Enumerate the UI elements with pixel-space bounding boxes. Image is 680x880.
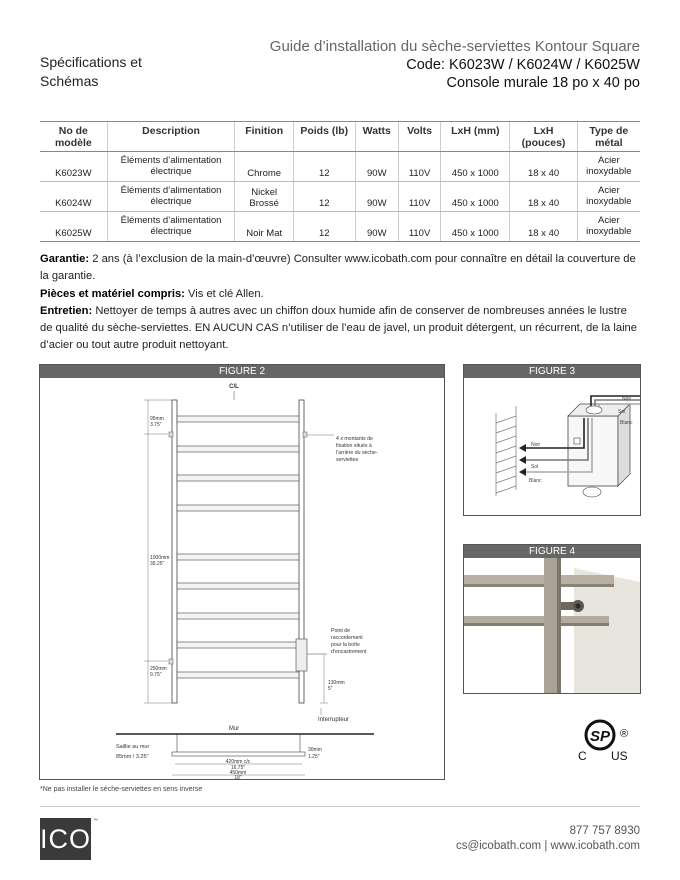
table-cell: 110V — [398, 152, 440, 182]
towel-bar — [177, 672, 299, 678]
figure-3 — [463, 364, 641, 516]
junction-box — [296, 639, 307, 671]
dim-height-inch: 39.25" — [150, 561, 165, 567]
registered-mark: ® — [620, 728, 629, 740]
figure-2-drawing — [40, 378, 444, 779]
arrow — [519, 456, 526, 464]
towel-bar — [177, 505, 299, 511]
table-cell: K6024W — [40, 182, 107, 212]
column-header: No de modèle — [40, 122, 107, 152]
left-rail — [172, 400, 177, 703]
towel-bar — [177, 613, 299, 619]
model-codes: Code: K6023W / K6024W / K6025W — [406, 57, 640, 73]
note-mounts-line: 4 x montants de — [336, 436, 373, 442]
dim-width-inch: 18" — [234, 775, 242, 779]
warranty-text: 2 ans (à l’exclusion de la main-d’œuvre) Consulter www.icobath.com pour connaître en détail la couverture de la garantie. — [40, 253, 636, 282]
knockout-top — [586, 406, 602, 414]
table-cell: Acier inoxydable — [577, 182, 640, 212]
dim-top-label: 95mm — [150, 416, 164, 422]
switch-label: Interrupteur — [318, 717, 350, 723]
dim-box-label: 130mm — [328, 680, 345, 686]
table-cell: Noir Mat — [235, 212, 293, 242]
dim-box-inch: 5" — [328, 686, 333, 692]
table-cell: 450 x 1000 — [441, 152, 510, 182]
figure-4-photo — [464, 558, 640, 693]
parts-label: Pièces et matériel compris: — [40, 288, 185, 300]
mount-bracket — [169, 432, 173, 437]
arrow — [519, 468, 526, 476]
table-cell: 90W — [355, 182, 398, 212]
photo-rail-shadow — [557, 558, 561, 693]
column-header: Volts — [398, 122, 440, 152]
table-cell: 18 x 40 — [510, 212, 577, 242]
specifications-table — [40, 121, 640, 242]
photo-connector-center — [576, 604, 581, 609]
note-mounts-line: fixation situés à — [336, 443, 372, 449]
table-cell: 110V — [398, 182, 440, 212]
towel-bar — [177, 446, 299, 452]
figure-4 — [463, 544, 641, 694]
towel-bars — [177, 416, 299, 678]
dim-cc-label: 420mm c/c — [225, 759, 251, 765]
photo-bracket — [561, 602, 573, 610]
towel-bar — [177, 583, 299, 589]
care-text: Nettoyer de temps à autres avec un chiffon doux humide afin de conserver de nombreuses années le lustre de qualité du sèche-serviettes. EN AUCUN CAS n’utiliser de l’eau de javel, un produit détergent, un récurrent, de la laine d’acier ou tout autre produit nettoyant. — [40, 305, 637, 351]
care-paragraph — [40, 303, 640, 354]
table-cell: Éléments d’alimentation électrique — [107, 152, 235, 182]
wall-label: Mur — [228, 726, 240, 732]
dim-side-label: 30mm — [308, 747, 322, 753]
note-mounts-line: serviettes — [336, 457, 359, 463]
wire-label-black: Noir — [531, 442, 541, 448]
ico-logo: ICO — [40, 818, 91, 860]
column-header: Description — [107, 122, 235, 152]
table-cell: 18 x 40 — [510, 182, 577, 212]
document-header — [270, 38, 640, 92]
table-cell: 450 x 1000 — [441, 212, 510, 242]
towel-bar — [177, 416, 299, 422]
table-header-row — [40, 122, 640, 152]
wire-label-ground: Sol — [618, 409, 626, 415]
electrical-box — [568, 416, 618, 486]
table-cell: 90W — [355, 212, 398, 242]
column-header: LxH (mm) — [441, 122, 510, 152]
box-side — [618, 404, 630, 486]
footer-contact — [456, 824, 640, 854]
parts-paragraph — [40, 286, 640, 303]
note-connection-line: pour la boîte — [331, 642, 360, 648]
figure-4-title: FIGURE 4 — [464, 545, 640, 558]
centerline-label: C/L — [229, 384, 239, 390]
table-cell: 18 x 40 — [510, 152, 577, 182]
column-header: LxH (pouces) — [510, 122, 577, 152]
csa-c-label: C — [578, 749, 587, 763]
footnote: *Ne pas installer le sèche-serviettes en sens inverse — [40, 786, 203, 793]
wire-label-black: Noir — [622, 396, 632, 402]
wire-label-white: Blanc — [529, 478, 542, 484]
dim-top-inch: 3.75" — [150, 422, 162, 428]
column-header: Poids (lb) — [293, 122, 355, 152]
towel-bar — [177, 554, 299, 560]
csa-mark: SP — [589, 728, 611, 745]
table-cell: Acier inoxydable — [577, 152, 640, 182]
footer-divider — [40, 806, 640, 807]
csa-us-label: US — [611, 749, 628, 763]
wire-label-white: Blanc — [620, 420, 633, 426]
table-row — [40, 212, 640, 242]
photo-bar-shadow — [464, 623, 609, 626]
top-view-bar — [172, 752, 305, 756]
guide-title: Guide d’installation du sèche-serviettes Kontour Square — [269, 38, 640, 55]
dim-cc-inch: 16.75" — [230, 765, 246, 771]
warranty-paragraph — [40, 251, 640, 285]
note-connection-line: d’encastrement — [331, 649, 367, 655]
table-cell: Éléments d’alimentation électrique — [107, 182, 235, 212]
dim-height-label: 1000mm — [150, 555, 170, 561]
photo-bar-shadow — [464, 584, 614, 587]
table-cell: Acier inoxydable — [577, 212, 640, 242]
figure-3-title: FIGURE 3 — [464, 365, 640, 378]
table-cell: 110V — [398, 212, 440, 242]
photo-bar — [464, 575, 614, 585]
csa-certification-icon — [571, 715, 643, 763]
note-connection-line: Point de — [331, 628, 351, 634]
column-header: Watts — [355, 122, 398, 152]
product-subtitle: Console murale 18 po x 40 po — [446, 75, 640, 91]
table-row — [40, 152, 640, 182]
table-cell: K6025W — [40, 212, 107, 242]
table-cell: 450 x 1000 — [441, 182, 510, 212]
email-website: cs@icobath.com | www.icobath.com — [455, 840, 640, 852]
photo-bar — [464, 616, 609, 624]
dim-width-label: 450mm — [229, 770, 247, 776]
warranty-label: Garantie: — [40, 253, 90, 265]
table-cell: Chrome — [235, 152, 293, 182]
table-cell: 12 — [293, 212, 355, 242]
table-cell: 12 — [293, 152, 355, 182]
mount-bracket — [169, 659, 173, 664]
mount-bracket — [303, 432, 307, 437]
trademark: ™ — [93, 818, 98, 824]
table-cell: Nickel Brossé — [235, 182, 293, 212]
column-header: Finition — [235, 122, 293, 152]
table-cell: 90W — [355, 152, 398, 182]
towel-bar — [177, 642, 299, 648]
parts-text: Vis et clé Allen. — [184, 288, 264, 300]
warmer-perspective — [496, 406, 516, 496]
towel-bar — [177, 475, 299, 481]
figure-2-title: FIGURE 2 — [40, 365, 444, 378]
dim-bottom-label: 250mm — [150, 666, 167, 672]
note-connection-line: raccordement — [331, 635, 363, 641]
projection-dim: 85mm / 3.25" — [116, 754, 149, 760]
arrow — [519, 444, 526, 452]
wire-label-ground: Sol — [531, 464, 539, 470]
care-label: Entretien: — [40, 305, 93, 317]
table-cell: Éléments d’alimentation électrique — [107, 212, 235, 242]
phone-number: 877 757 8930 — [569, 825, 640, 837]
table-row — [40, 182, 640, 212]
figure-2 — [39, 364, 445, 780]
projection-label: Saillie au mur — [116, 744, 150, 750]
dim-side-inch: 1.25" — [308, 754, 320, 760]
note-mounts-line: l’arrière du sèche- — [336, 450, 378, 456]
table-cell: K6023W — [40, 152, 107, 182]
photo-rail — [544, 558, 558, 693]
knockout-bottom — [583, 487, 601, 497]
column-header: Type de métal — [577, 122, 640, 152]
table-cell: 12 — [293, 182, 355, 212]
figure-3-drawing — [464, 378, 640, 515]
box-clamp — [574, 438, 580, 444]
dim-bottom-inch: 9.75" — [150, 672, 162, 678]
section-title: Spécifications et Schémas — [40, 54, 142, 89]
